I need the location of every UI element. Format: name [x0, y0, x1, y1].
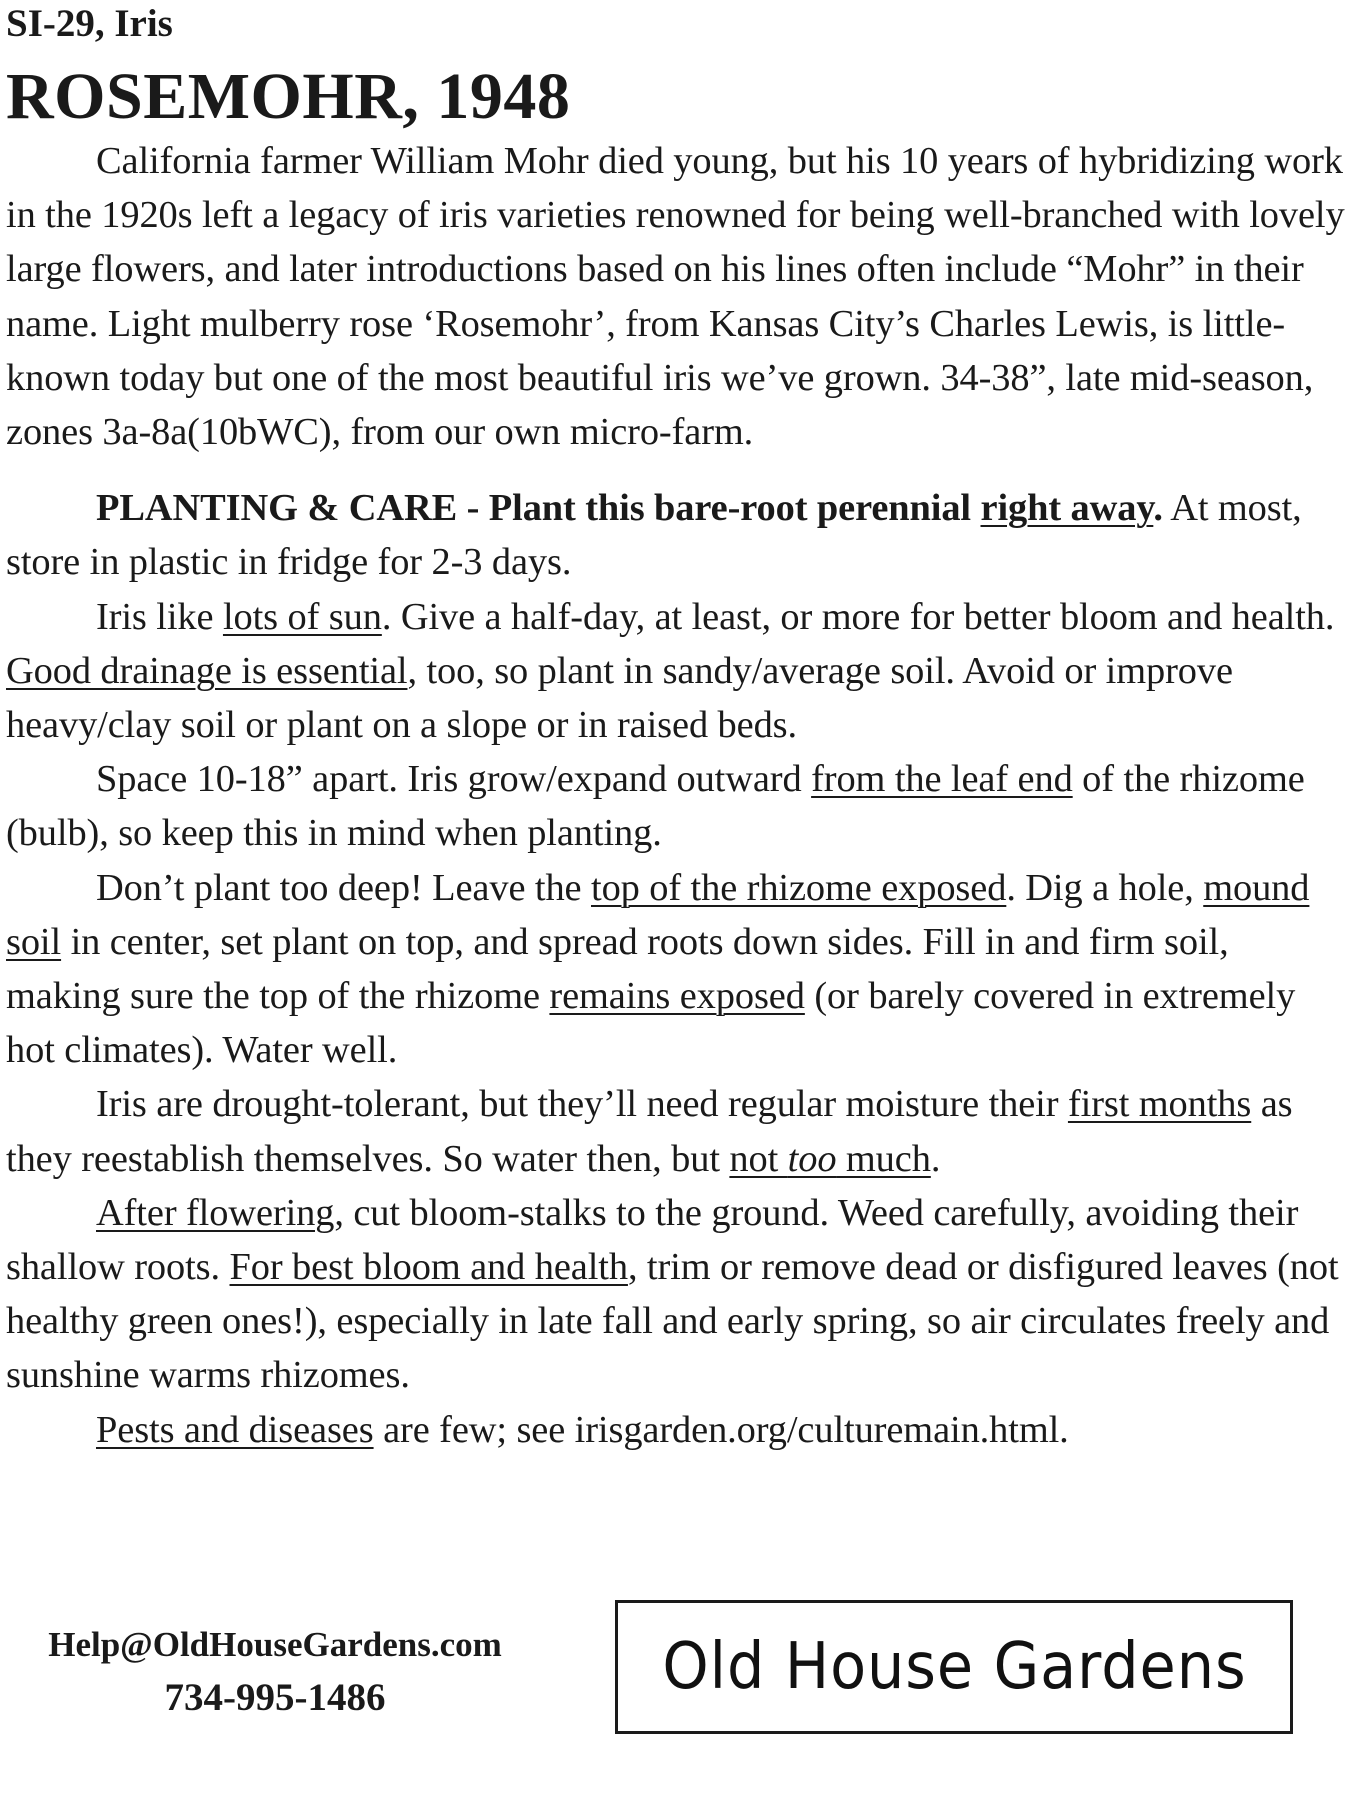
- emphasis-pests: Pests and diseases: [96, 1408, 374, 1451]
- care-paragraph-2: Iris like lots of sun. Give a half-day, at least, or more for better bloom and health. Good drainage is essential, too, so plant in sandy/average soil. Avoid or improve heavy/clay soil or plant on a slope or in raised beds.: [6, 595, 1335, 747]
- logo: Old House Gardens: [661, 1630, 1247, 1704]
- product-code: SI-29, Iris: [6, 2, 173, 45]
- emphasis-drainage: Good drainage is essential: [6, 649, 408, 692]
- logo-box: [615, 1600, 1293, 1734]
- emphasis-leaf-end: from the leaf end: [811, 758, 1073, 801]
- emphasis-best-bloom: For best bloom and health: [229, 1246, 628, 1289]
- emphasis-sun: lots of sun: [222, 595, 382, 638]
- contact-email: Help@OldHouseGardens.com: [48, 1625, 502, 1664]
- care-paragraph-1: PLANTING & CARE - Plant this bare-root perennial right away. At most, store in plastic in fridge for 2-3 days.: [6, 487, 1302, 584]
- page-title: ROSEMOHR, 1948: [6, 60, 571, 133]
- emphasis-remains-exposed: remains exposed: [549, 975, 805, 1018]
- emphasis-not-too-much: not too much: [729, 1137, 931, 1180]
- body-text: [6, 134, 1348, 1457]
- care-paragraph-4: Don’t plant too deep! Leave the top of the rhizome exposed. Dig a hole, mound soil in center, set plant on top, and spread roots down sides. Fill in and firm soil, making sure the top of the rhizome remains exposed (or barely covered in extremely hot climates). Water well.: [6, 866, 1310, 1072]
- emphasis-after-flowering: After flowering: [96, 1191, 335, 1234]
- contact-phone: 734-995-1486: [164, 1676, 386, 1719]
- care-paragraph-6: After flowering, cut bloom-stalks to the ground. Weed carefully, avoiding their shallow roots. For best bloom and health, trim or remove dead or disfigured leaves (not healthy green ones!), especially in late fall and early spring, so air circulates freely and sunshine warms rhizomes.: [6, 1191, 1339, 1397]
- care-paragraph-7: Pests and diseases are few; see irisgarden.org/culturemain.html.: [96, 1408, 1069, 1451]
- emphasis-top-exposed: top of the rhizome exposed: [591, 866, 1007, 909]
- description-paragraph: California farmer William Mohr died young, but his 10 years of hybridizing work in the 1920s left a legacy of iris varieties renowned for being well-branched with lovely large flowers, and later introductions based on his lines often include “Mohr” in their name. Light mulberry rose ‘Rosemohr’, from Kansas City’s Charles Lewis, is little-known today but one of the most beautiful iris we’ve grown. 34-38”, late mid-season, zones 3a-8a(10bWC), from our own micro-farm.: [6, 140, 1345, 454]
- emphasis-first-months: first months: [1067, 1083, 1252, 1126]
- emphasis-right-away: right away: [980, 487, 1154, 530]
- care-heading: PLANTING & CARE - Plant this bare-root perennial right away.: [96, 487, 1163, 530]
- emphasis-mound-soil: mound soil: [6, 866, 1310, 963]
- care-paragraph-3: Space 10-18” apart. Iris grow/expand outward from the leaf end of the rhizome (bulb), so keep this in mind when planting.: [6, 758, 1305, 855]
- contact-info: [10, 1620, 540, 1724]
- care-paragraph-5: Iris are drought-tolerant, but they’ll need regular moisture their first months as they reestablish themselves. So water then, but not too much.: [6, 1083, 1293, 1180]
